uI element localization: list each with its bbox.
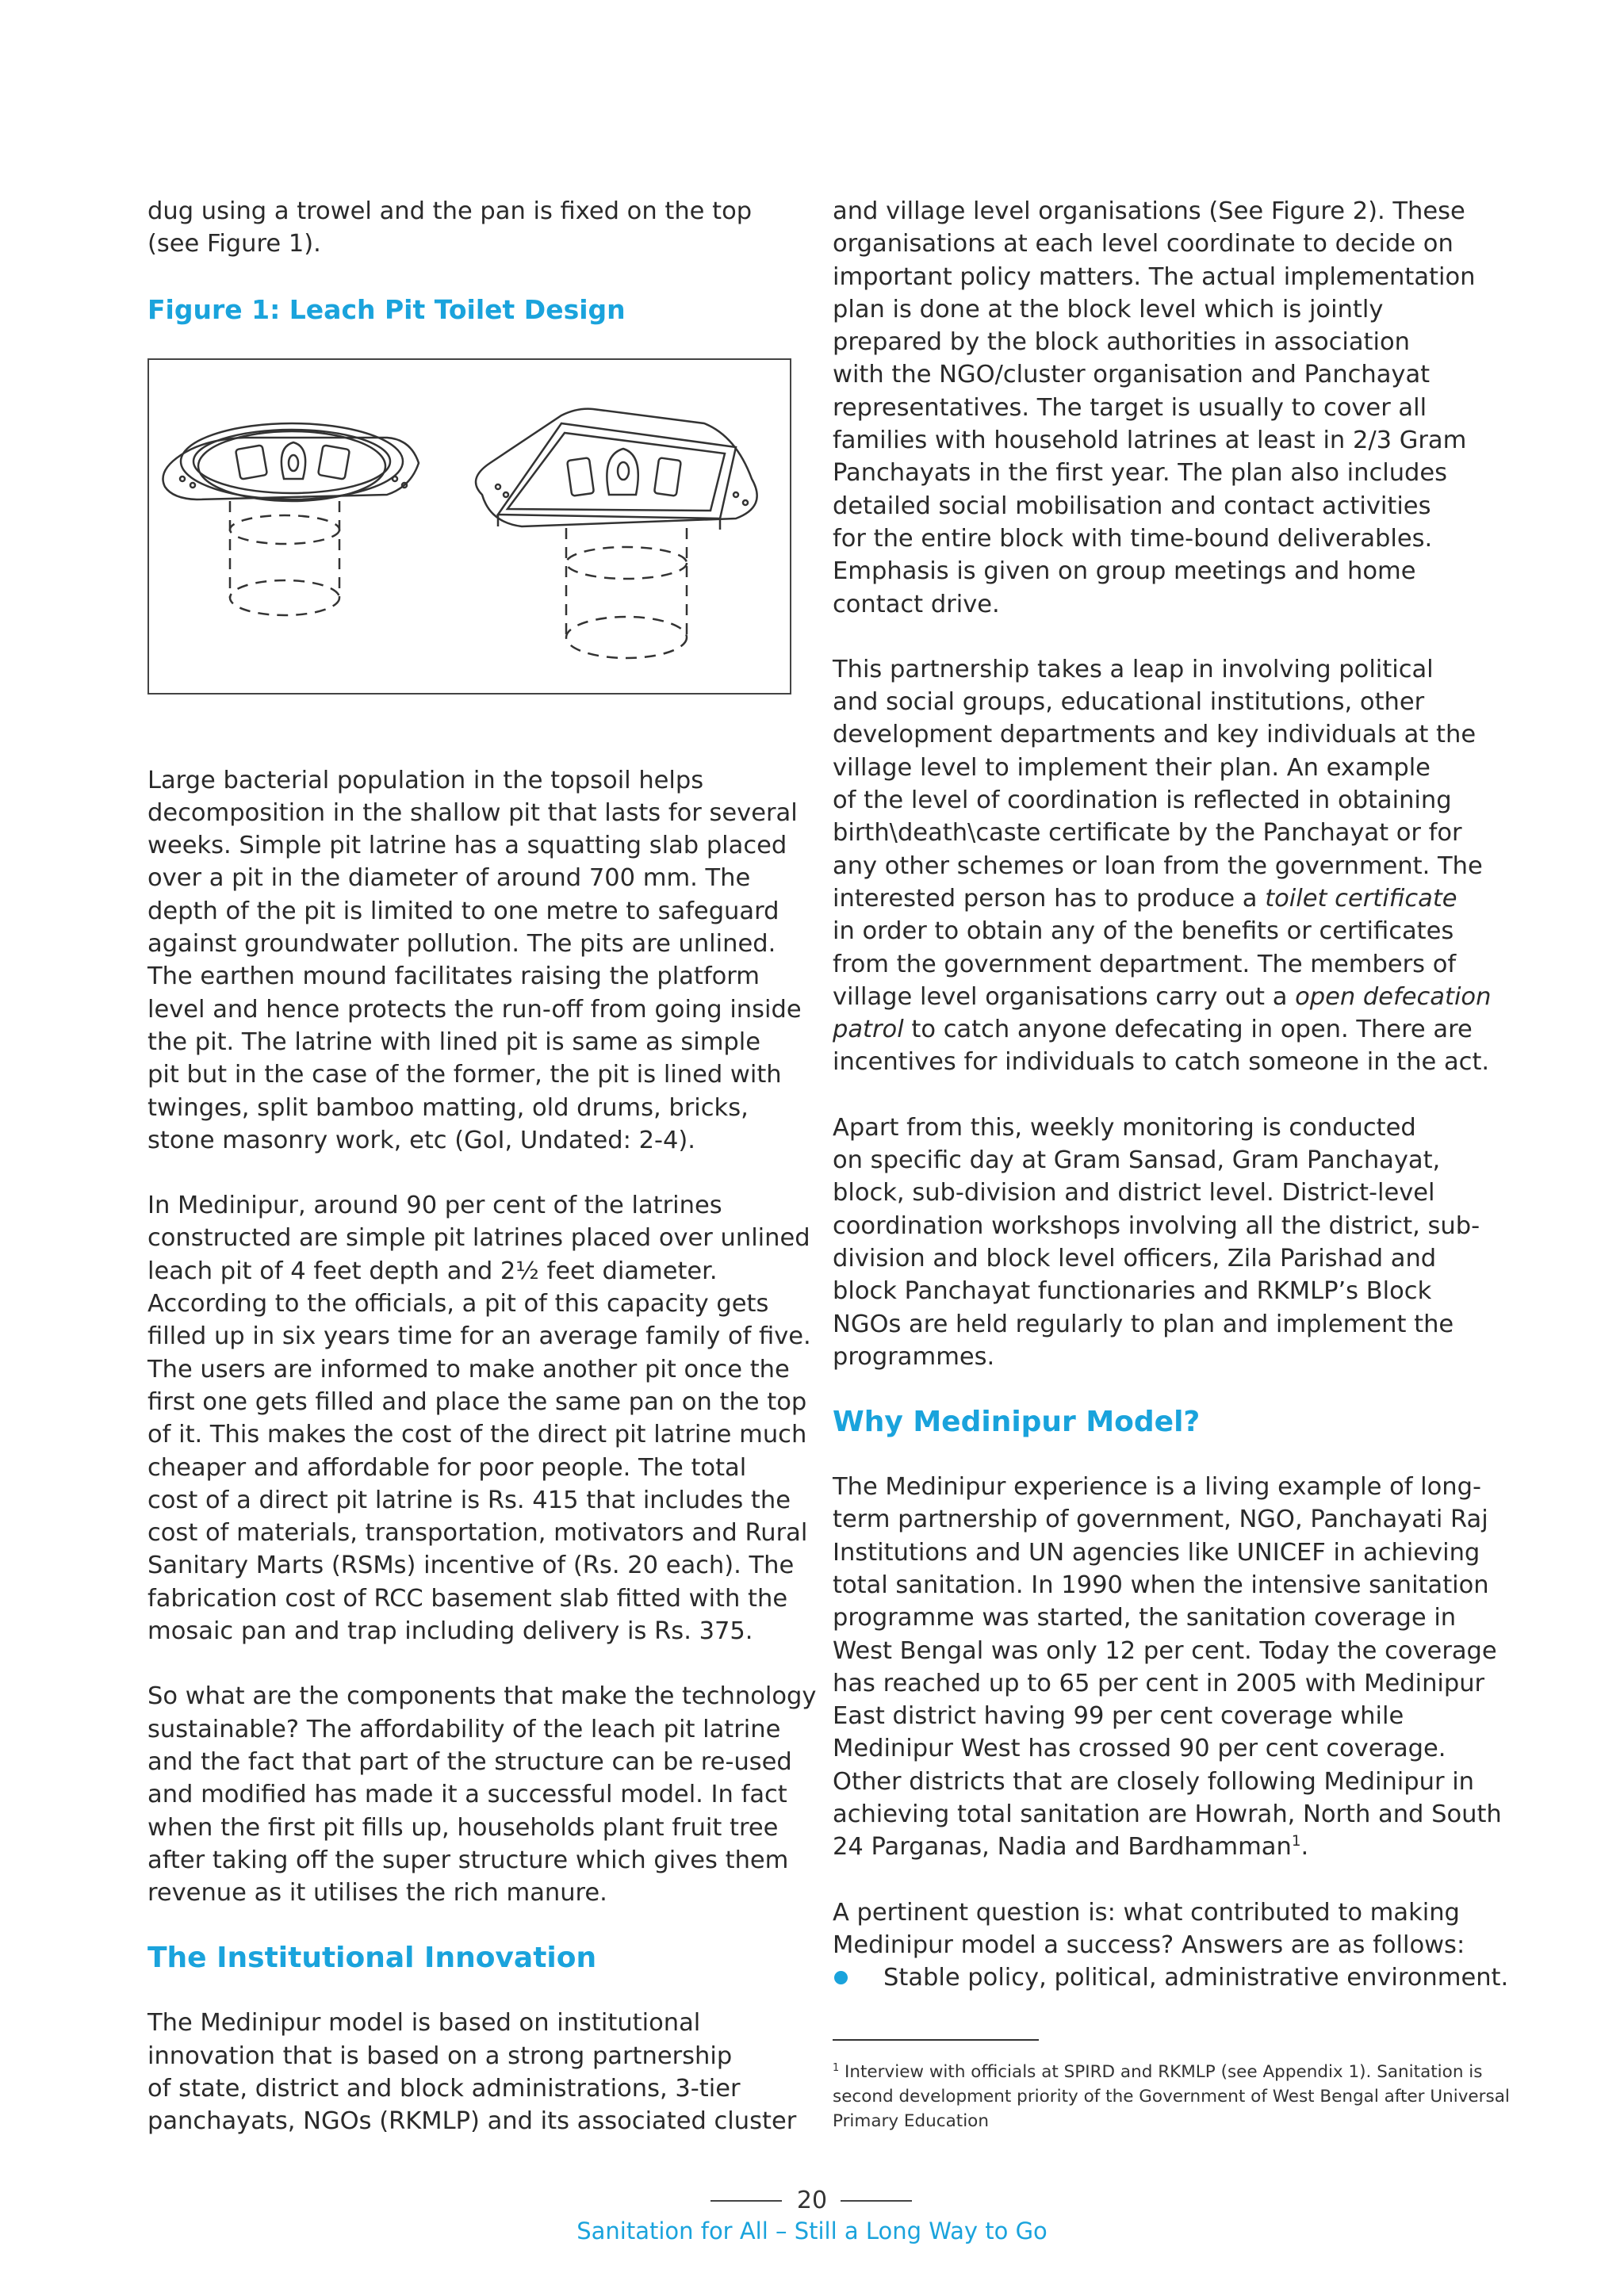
paragraph-sustainability: So what are the components that make the technology sustainable? The affordability of the leach pit latrine and the fact that part of the structure can be re-used and modified has made it a successful model. In fact when the first pit fills up, households plant fruit tree after taking off the super structure which gives them revenue as it utilises the rich manure. (147, 1682, 817, 1908)
paragraph-monitoring: Apart from this, weekly monitoring is conducted on specific day at Gram Sansad, Gram Panchayat, block, sub-division and district level. District-level coordination workshops involving all the district, sub- division and block level officers, Zila Parishad and block Panchayat functionaries and RKMLP’s Block NGOs are held regularly to plan and implement the programmes. (833, 1113, 1480, 1371)
heading-institutional-innovation: The Institutional Innovation (147, 1942, 597, 1975)
bullet-dot-icon (834, 1971, 848, 1984)
footer-rule-right (841, 2200, 912, 2202)
footnote-marker: 1 (1291, 1833, 1301, 1850)
paragraph-pertinent-question: A pertinent question is: what contributed to making Medinipur model a success? Answers are as follows: Stable policy, political, administrative environment. (833, 1896, 1491, 1995)
left-column (147, 195, 817, 2171)
right-column (833, 195, 1510, 2133)
paragraph-partnership: This partnership takes a leap in involving political and social groups, educational institutions, other development departments and key individuals at the village level to implement their plan. An example of the level of coordination is reflected in obtaining birth\death\caste certificate by the Panchayat or for any other schemes or loan from the government. The interested person has to produce a toilet certificate in order to obtain any of the benefits or certificates from the government department. The members of village level organisations carry out a open defecation patrol to catch anyone defecating in open. There are incentives for individuals to catch someone in the act. (833, 655, 1492, 1077)
footer-title: Sanitation for All – Still a Long Way to Go (576, 2218, 1048, 2244)
paragraph-medinipur-latrines: In Medinipur, around 90 per cent of the latrines constructed are simple pit latrines placed over unlined leach pit of 4 feet depth and 2½ feet diameter. According to the officials, a pit of this capacity gets filled up in six years time for an average family of five. The users are informed to make another pit once the first one gets filled and place the same pan on the top of it. This makes the cost of the direct pit latrine much cheaper and affordable for poor people. The total cost of a direct pit latrine is Rs. 415 that includes the cost of materials, transportation, motivators and Rural Sanitary Marts (RSMs) incentive of (Rs. 20 each). The fabrication cost of RCC basement slab fitted with the mosaic pan and trap including delivery is Rs. 375. (147, 1192, 811, 1646)
figure-leach-pit-toilet (147, 358, 791, 695)
open-defecation-term: open defecation (1295, 982, 1492, 1011)
leach-pit-illustration (149, 360, 793, 696)
heading-why-medinipur: Why Medinipur Model? (833, 1406, 1201, 1439)
patrol-term: patrol (833, 1016, 904, 1044)
figure-title: Figure 1: Leach Pit Toilet Design (147, 293, 626, 325)
page-number: 20 (796, 2187, 828, 2214)
toilet-certificate-term: toilet certificate (1265, 884, 1457, 913)
paragraph-institutional: The Medinipur model is based on institutional innovation that is based on a strong partnership of state, district and block administrations, 3-tier panchayats, NGOs (RKMLP) and its associated cluster (147, 2009, 797, 2136)
paragraph-medinipur-experience: The Medinipur experience is a living example of long- term partnership of government, NGO, Panchayati Raj Institutions and UN agencies like UNICEF in achieving total sanitation. In 1990 when the intensive sanitation programme was started, the sanitation coverage in West Bengal was only 12 per cent. Today the coverage has reached up to 65 per cent in 2005 with Medinipur East district having 99 per cent coverage while Medinipur West has crossed 90 per cent coverage. Other districts that are closely following Medinipur in achieving total sanitation are Howrah, North and South 24 Parganas, Nadia and Bardhamman$^1$. (833, 1473, 1502, 1862)
footnote: $^1$ Interview with officials at SPIRD and RKMLP (see Appendix 1). Sanitation is second development priority of the Government of West Bengal after Universal Primary Education (833, 2061, 1510, 2131)
intro-paragraph: dug using a trowel and the pan is fixed on the top (see Figure 1). (147, 197, 753, 258)
bullet-item: Stable policy, political, administrative environment. (833, 1961, 1491, 1994)
paragraph-bacterial: Large bacterial population in the topsoil helps decomposition in the shallow pit that lasts for several weeks. Simple pit latrine has a squatting slab placed over a pit in the diameter of around 700 mm. The depth of the pit is limited to one metre to safeguard against groundwater pollution. The pits are unlined. The earthen mound facilitates raising the platform level and hence protects the run-off from going inside the pit. The latrine with lined pit is same as simple pit but in the case of the former, the pit is lined with twinges, split bamboo matting, old drums, bricks, stone masonry work, etc (GoI, Undated: 2-4). (147, 766, 802, 1154)
footnote-divider (833, 2039, 1039, 2041)
paragraph-village-organisations: and village level organisations (See Figure 2). These organisations at each level coordinate to decide on important policy matters. The actual implementation plan is done at the block level which is jointly prepared by the block authorities in association with the NGO/cluster organisation and Panchayat representatives. The target is usually to cover all families with household latrines at least in 2/3 Gram Panchayats in the first year. The plan also includes detailed social mobilisation and contact activities for the entire block with time-bound deliverables. Emphasis is given on group meetings and home contact drive. (833, 197, 1476, 618)
